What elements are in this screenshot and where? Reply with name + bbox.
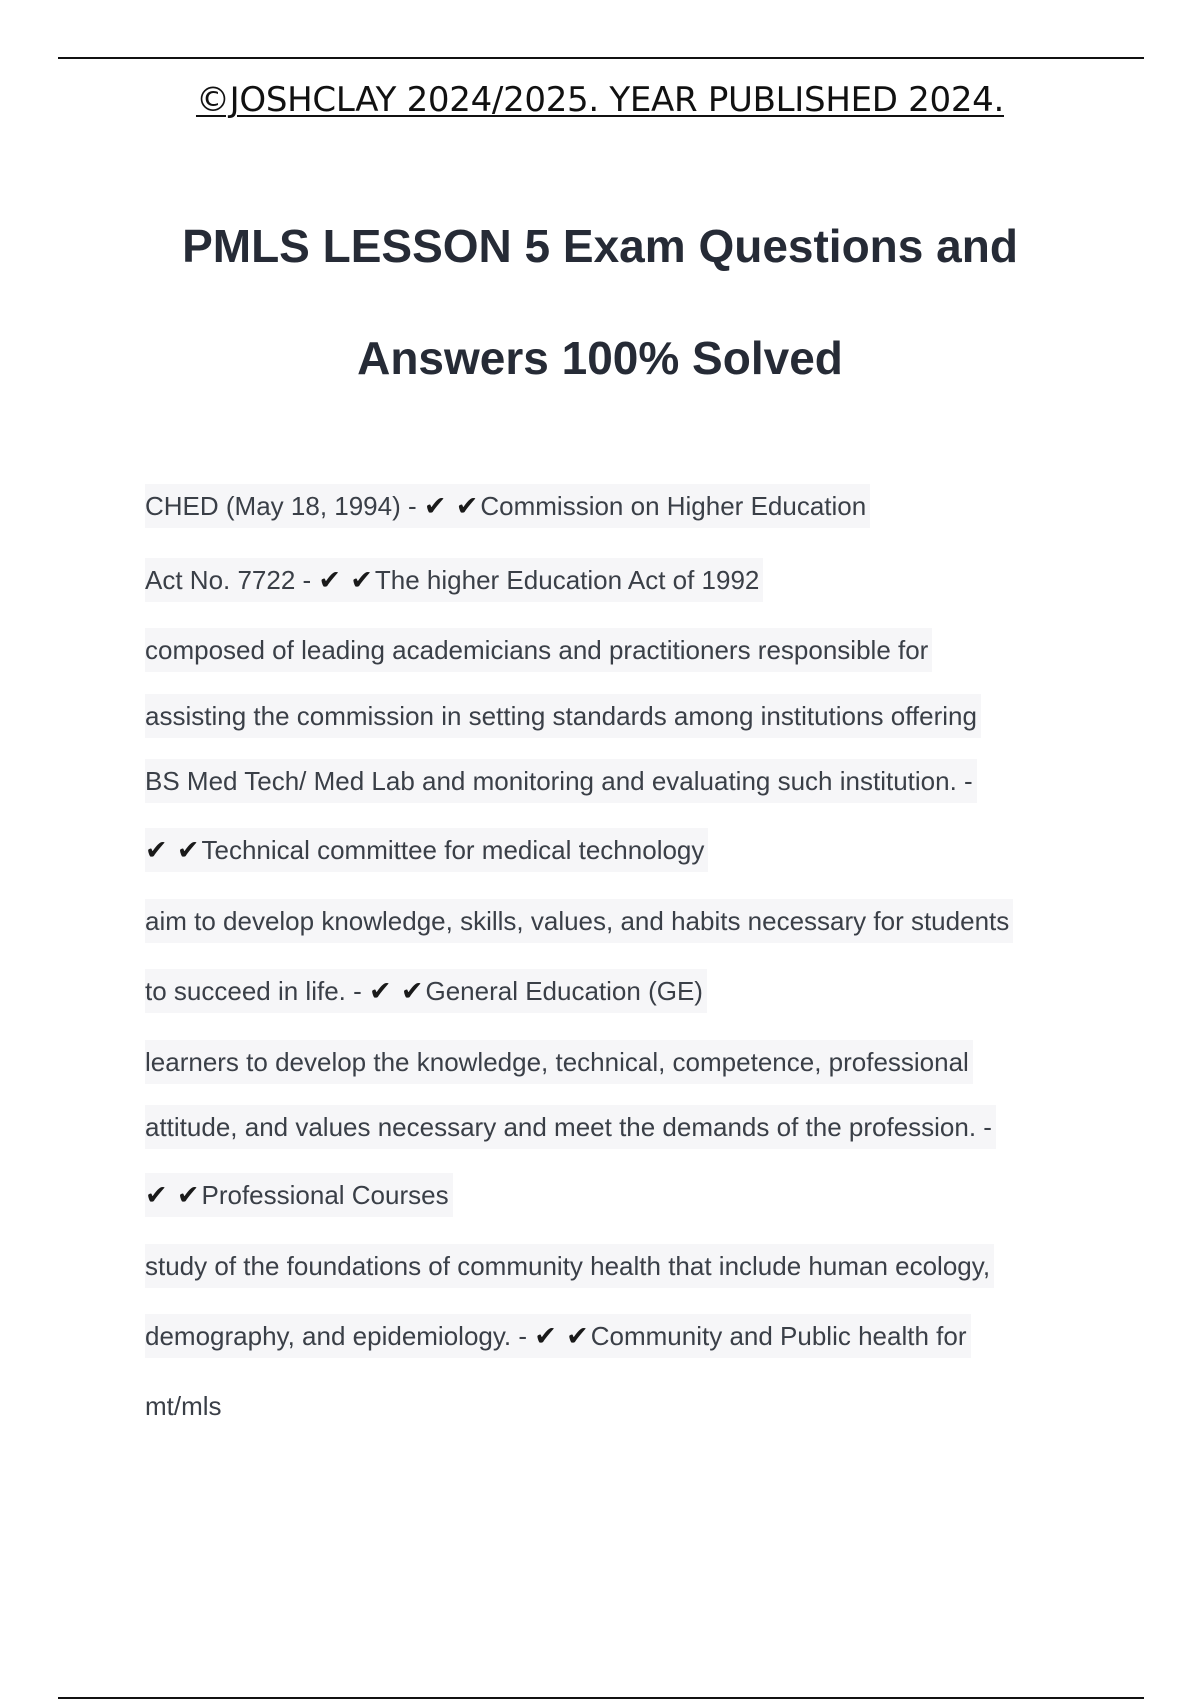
qa-item-5-answer [145,1173,453,1217]
check-icon: ✔ [145,835,168,866]
copyright-header [0,80,1200,120]
answer-text: Professional Courses [201,1180,449,1210]
answer-continuation: mt/mls [145,1391,222,1421]
question-line: assisting the commission in setting standards among institutions offering [145,694,981,738]
check-icon: ✔ [176,1180,200,1211]
question-line: BS Med Tech/ Med Lab and monitoring and evaluating such institution. - [145,759,977,803]
qa-item-2 [145,558,763,602]
question-text: Act No. 7722 - [145,565,319,595]
question-text: demography, and epidemiology. - [145,1321,535,1351]
question-line: composed of leading academicians and practitioners responsible for [145,628,932,672]
check-icon: ✔ [566,1321,589,1352]
question-line: attitude, and values necessary and meet the demands of the profession. - [145,1105,996,1149]
qa-item-1 [145,484,870,528]
check-icon: ✔ [176,835,200,866]
copyright-text: ©JOSHCLAY 2024/2025. YEAR PUBLISHED 2024. [195,80,1004,120]
check-icon: ✔ [400,976,424,1007]
answer-text: Community and Public health for [590,1321,967,1351]
check-icon: ✔ [369,976,392,1007]
check-icon: ✔ [423,491,447,522]
check-icon: ✔ [145,1180,168,1211]
question-text: CHED (May 18, 1994) - [145,491,424,521]
qa-item-4-answer [145,969,707,1013]
check-icon: ✔ [455,491,479,522]
answer-text: General Education (GE) [425,976,703,1006]
answer-text: Commission on Higher Education [480,491,867,521]
qa-item-3-answer [145,828,708,872]
check-icon: ✔ [318,565,342,596]
question-line: aim to develop knowledge, skills, values, and habits necessary for students [145,899,1013,943]
title-line-1: PMLS LESSON 5 Exam Questions and [182,220,1018,272]
qa-item-6-answer [145,1314,971,1358]
answer-text: Technical committee for medical technology [201,835,705,865]
document-title [0,190,1200,414]
question-text: to succeed in life. - [145,976,369,1006]
title-line-2: Answers 100% Solved [357,332,843,384]
bottom-rule [58,1697,1144,1699]
answer-text: The higher Education Act of 1992 [374,565,760,595]
check-icon: ✔ [350,565,373,596]
question-line: learners to develop the knowledge, technical, competence, professional [145,1040,973,1084]
top-rule [58,57,1144,59]
check-icon: ✔ [534,1321,557,1352]
question-line: study of the foundations of community health that include human ecology, [145,1244,994,1288]
